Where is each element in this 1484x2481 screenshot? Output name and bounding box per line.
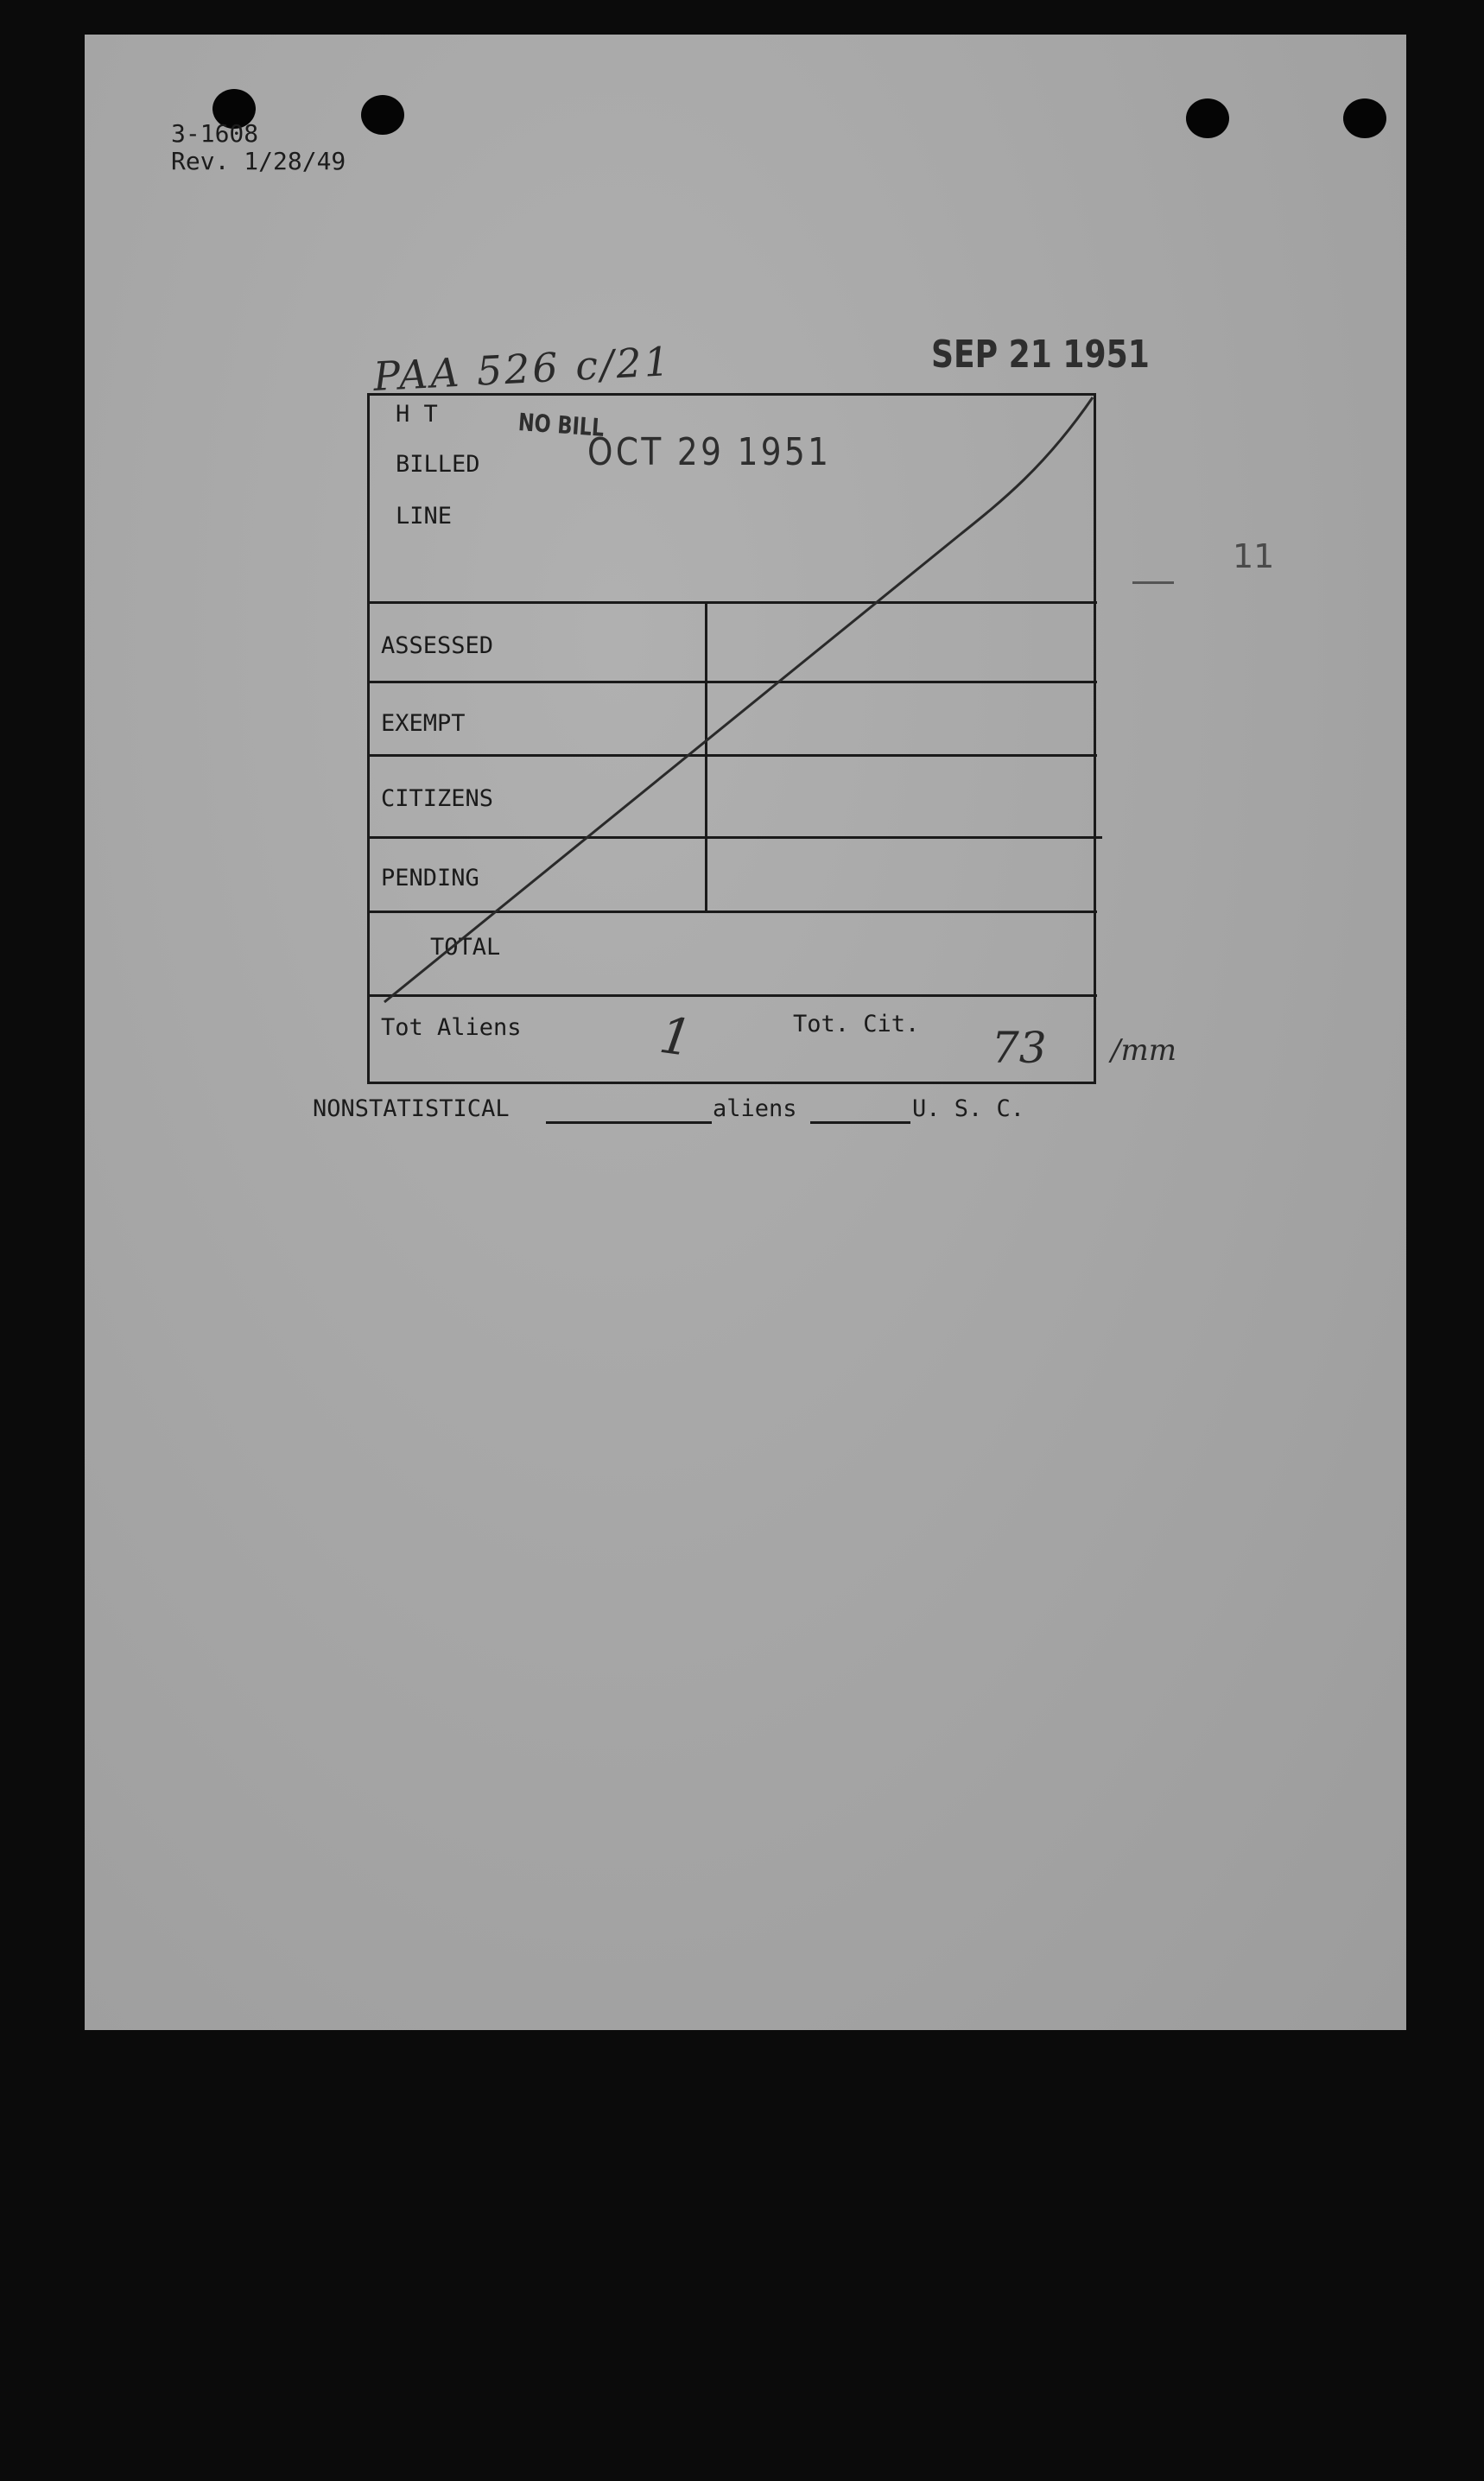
aliens-blank bbox=[810, 1121, 910, 1124]
header-label-billed: BILLED bbox=[396, 451, 480, 478]
nonstatistical-blank bbox=[546, 1121, 712, 1124]
row-label-citizens: CITIZENS bbox=[381, 785, 494, 812]
date-stamp-oct: OCT 29 1951 bbox=[587, 430, 832, 474]
date-stamp-sep: SEP 21 1951 bbox=[931, 333, 1150, 377]
aliens-label: aliens bbox=[713, 1095, 797, 1122]
tot-aliens-value: 1 bbox=[656, 1005, 696, 1069]
header-label-ht: H T bbox=[396, 401, 438, 428]
no-bill-stamp: NO BILL bbox=[517, 408, 606, 442]
tot-cit-value: 73 bbox=[992, 1023, 1047, 1073]
tot-cit-label: Tot. Cit. bbox=[793, 1011, 920, 1037]
tot-aliens-label: Tot Aliens bbox=[381, 1014, 522, 1041]
handwritten-reference: PAA 526 c/21 bbox=[371, 337, 674, 401]
initials: /mm bbox=[1111, 1033, 1176, 1068]
usc-label: U. S. C. bbox=[912, 1095, 1025, 1122]
form-revision: Rev. 1/28/49 bbox=[171, 147, 346, 175]
form-number: 3-1608 bbox=[171, 119, 259, 148]
row-label-exempt: EXEMPT bbox=[381, 710, 466, 737]
header-label-line: LINE bbox=[396, 503, 453, 530]
row-label-total: TOTAL bbox=[430, 934, 501, 961]
margin-number: 11 bbox=[1233, 537, 1275, 575]
row-label-pending: PENDING bbox=[381, 865, 479, 892]
row-label-assessed: ASSESSED bbox=[381, 632, 494, 659]
nonstatistical-label: NONSTATISTICAL bbox=[313, 1095, 510, 1122]
